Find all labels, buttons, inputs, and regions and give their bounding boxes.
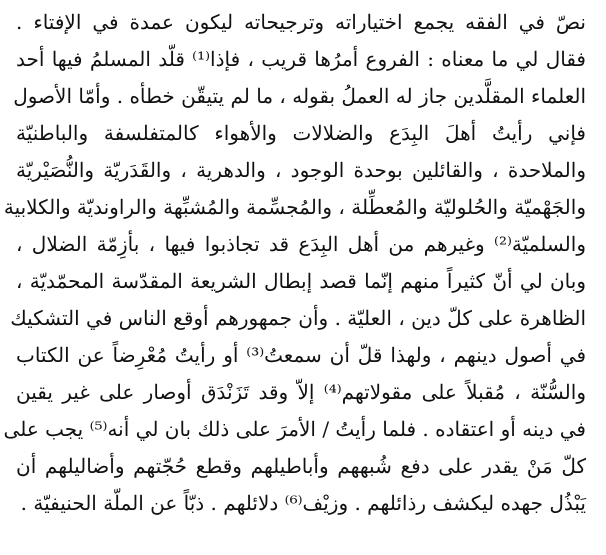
text-line: العلماء المقلَّدين جاز له العملُ بقوله ، ما لم يتيقّن خطأه . وأمّا الأصول <box>13 84 586 108</box>
text-line: والسُّنّة ، مُقبلاً على مقولاتهم⁽⁴⁾ إلاّ وقد تَزَنْدَق أوصار على غير يقين <box>16 380 586 404</box>
text-line: يَبْذُل جهده ليكشف رذائلهم . وزيْف⁽⁶⁾ دلائلهم . ذبّاً عن الملّة الحنيفيّة . <box>20 491 586 515</box>
text-line: والجَهْميّة والحُلوليّة والمُعطِّلة ، والمُجسِّمة والمُشبِّهة والراونديّة والكلابية <box>3 195 586 219</box>
text-line: كلّ مَنْ يقدر على دفع شُبههم وأباطيلهم وقطع حُجّتهم وأضاليلهم أن <box>16 454 586 478</box>
text-line: الظاهرة على كلّ دين ، العليّة . وأن جمهورهم أوقع الناس في التشكيك <box>10 306 586 330</box>
text-line: وبان لي أنّ كثيراً منهم إنّما قصد إبطال الشريعة المقدّسة المحمّديّة ، <box>16 269 586 293</box>
text-line: والملاحدة ، والقائلين بوحدة الوجود ، والدهرية ، والقَدَريّة والنُّصَيْريّة <box>16 158 586 182</box>
text-line: فإني رأيتُ أهلَ البِدَع والضلالات والأهواء كالمتفلسفة والباطنيّة <box>16 121 586 145</box>
text-line: نصّ في الفقه يجمع اختياراته وترجيحاته ليكون عمدة في الإفتاء . <box>16 10 586 34</box>
text-line: في دينه أو اعتقاده . فلما رأيتُ / الأمرَ على ذلك بان لي أنه⁽⁵⁾ يجب على <box>3 417 586 441</box>
text-line: في أصول دينهم ، ولهذا قلّ أن سمعتُ⁽³⁾ أو رأيتُ مُعْرِضاً عن الكتاب <box>16 343 587 367</box>
text-line: والسلميّة⁽²⁾ وغيرهم من أهل البِدَع قد تجاذبوا فيها ، بأزِمّة الضلال ، <box>16 232 586 256</box>
text-line: فقال لي ما معناه : الفروع أمرُها قريب ، فإذا⁽¹⁾ قلّد المسلمُ فيها أحد <box>16 47 586 71</box>
